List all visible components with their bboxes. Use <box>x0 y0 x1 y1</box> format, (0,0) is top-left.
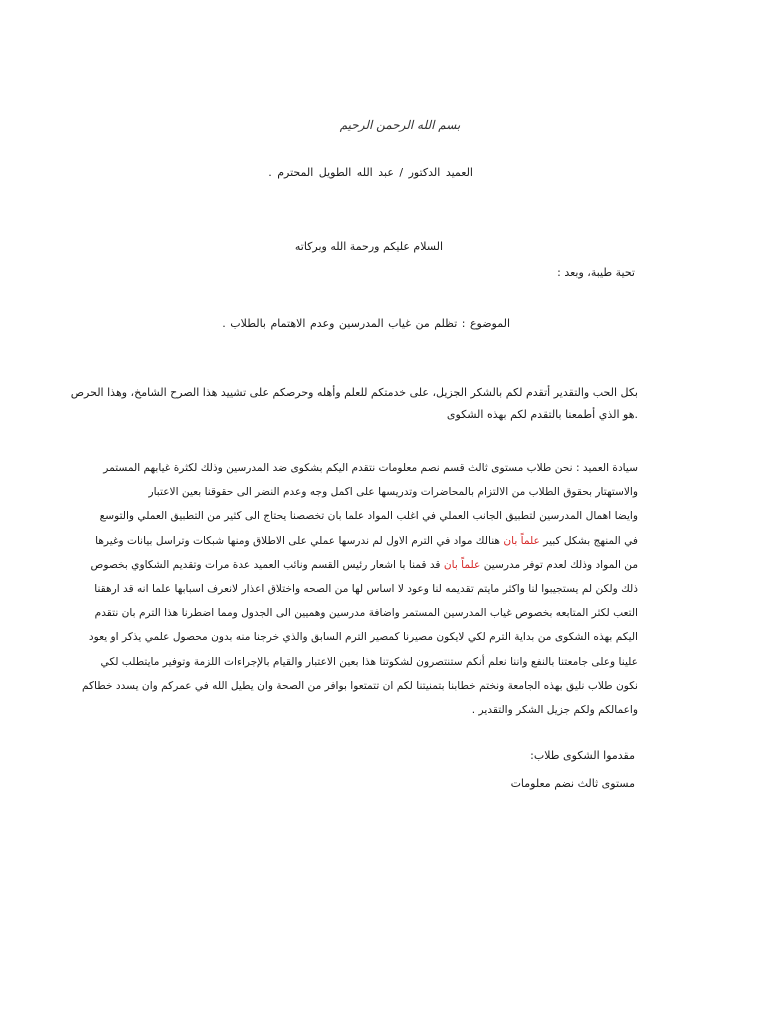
body-line: التعب لكثر المتابعه بخصوص غياب المدرسين المستمر واضافة مدرسين وهميين الى الجدول ومما اضطرنا هذا الترم بان نتقدم <box>94 607 638 620</box>
highlighted-phrase: علماً بان <box>503 534 540 547</box>
body-text-segment: في المنهج بشكل كبير <box>539 534 638 547</box>
complaint-body <box>81 456 638 722</box>
body-line: اليكم بهذه الشكوى من بداية الترم لكي لايكون مصيرنا كمصير الترم السابق والذي خرجنا منه بدون محصول علمي يذكر او يعود <box>88 631 638 644</box>
body-text-segment: قد قمنا با اشعار رئيس القسم ونائب العميد عدة مرات وتقديم الشكاوي بخصوص <box>90 558 444 571</box>
signoff-line: مستوى ثالث نضم معلومات <box>510 777 635 790</box>
body-line: علينا وعلى جامعتنا بالنفع واننا نعلم أنكم ستنتصرون لشكوتنا هذا بعين الاعتبار والقيام بالإجراءات اللزمة وتوفير مايتطلب لكي <box>100 655 638 668</box>
body-line: نكون طلاب نليق بهذه الجامعة ونختم خطابنا بتمنيتنا لكم ان تتمتعوا بوافر من الصحة وان يطيل الله في عمركم وان يسدد خطاكم <box>81 679 638 692</box>
body-line: ذلك ولكن لم يستجيبوا لنا واكثر مايتم تقديمه لنا وعود لا اساس لها من الصحه واختلاق اعذار لانعرف اسبابها علما انه قد ارهقنا <box>94 582 638 595</box>
body-line <box>90 553 638 577</box>
body-text-segment: هنالك مواد في الترم الاول لم ندرسها عملي على الاطلاق ومنها شبكات وتراسل بيانات وغيرها <box>95 534 504 547</box>
intro-paragraph <box>70 382 638 426</box>
body-line <box>95 529 638 553</box>
tahiya-greeting: تحية طيبة، وبعد : <box>557 266 635 279</box>
body-line: واعمالكم ولكم جزيل الشكر والتقدير . <box>471 703 638 716</box>
body-line: وايضا اهمال المدرسين لتطبيق الجانب العملي في اغلب المواد علما بان تخصصنا يحتاج الى كثير من التطبيق العملي والتوسع <box>99 510 638 523</box>
signoff-block <box>511 742 635 798</box>
body-line: والاستهتار بحقوق الطلاب من الالتزام بالمحاضرات وتدريسها على اكمل وجه وعدم النضر الى حقوقنا بعين الاعتبار <box>148 486 638 499</box>
highlighted-phrase: علماً بان <box>443 558 481 571</box>
body-text-segment: من المواد وذلك لعدم توفر مدرسين <box>480 558 638 571</box>
subject-line: الموضوع : تظلم من غياب المدرسين وعدم الاهتمام بالطلاب . <box>222 317 510 330</box>
intro-line: .هو الذي أطمعنا بالتقدم لكم بهذه الشكوى <box>446 408 638 421</box>
basmala: بسم الله الرحمن الرحيم <box>339 118 461 132</box>
salam-greeting: السلام عليكم ورحمة الله وبركاته <box>294 240 443 253</box>
body-line: سيادة العميد : نحن طلاب مستوى ثالث قسم نصم معلومات نتقدم اليكم بشكوى ضد المدرسين وذلك لكثرة غيابهم المستمر <box>103 462 638 474</box>
intro-line: بكل الحب والتقدير أتقدم لكم بالشكر الجزيل، على خدمتكم للعلم وأهله وحرصكم على تشييد هذا الصرح الشامخ، وهذا الحرص <box>70 386 638 399</box>
recipient-line: العميد الدكتور / عبد الله الطويل المحترم . <box>268 166 473 179</box>
signoff-line: مقدموا الشكوى طلاب: <box>530 749 635 762</box>
